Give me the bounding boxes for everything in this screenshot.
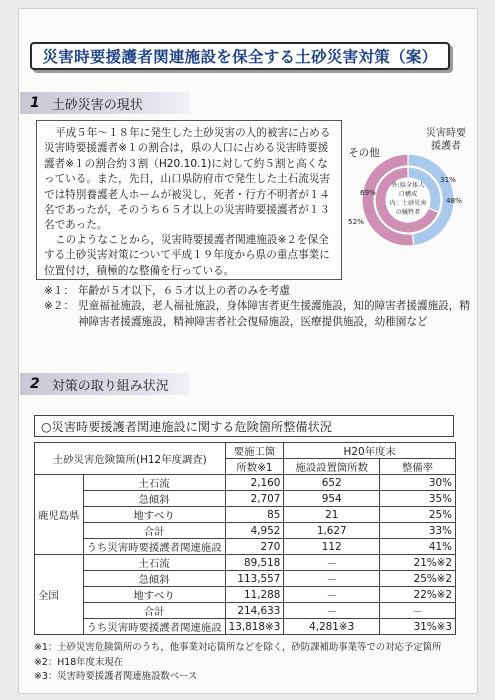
paragraph-1: 平成５年～１８年に発生した土砂災害の人的被害に占める災害時要援護者※１の割合は，県の人口に占める災害時要援護者※１の割合約３割（H20.10.1)に対して約５割と高くなっている。また，先日，山口県防府市で発生した土石流災害では特別養護老人ホームが被災し，死者・行方不明者が１４名であったが，そのうち６５才以上の災害時要援護者が１３名であった。 bbox=[44, 127, 331, 232]
row-installed: － bbox=[284, 571, 380, 587]
legend-label-elderly-2: 援護者 bbox=[431, 141, 461, 152]
row-installed: 4,281※3 bbox=[284, 619, 380, 635]
table-row bbox=[35, 603, 456, 619]
row-type: 急傾斜 bbox=[83, 491, 225, 507]
row-rate: 22%※2 bbox=[380, 587, 456, 603]
donut-chart bbox=[348, 126, 482, 246]
section-number: 2 bbox=[30, 376, 40, 392]
row-installed: － bbox=[284, 603, 380, 619]
row-installed: 1,627 bbox=[284, 523, 380, 539]
row-count: 2,707 bbox=[225, 491, 284, 507]
page-title: 災害時要援護者関連施設を保全する土砂災害対策（案） bbox=[30, 42, 450, 70]
header-rate: 整備率 bbox=[380, 459, 456, 475]
paragraph-2: このようなことから，災害時要援護者関連施設※２を保全する土砂災害対策について平成１９年度から県の重点事業に位置付け，積極的な整備を行っている。 bbox=[44, 234, 330, 277]
row-count: 270 bbox=[225, 539, 284, 555]
row-rate: 33% bbox=[380, 523, 456, 539]
status-table bbox=[34, 442, 456, 635]
table-row bbox=[35, 491, 456, 507]
row-rate: 31%※3 bbox=[380, 619, 456, 635]
legend-label-other: その他 bbox=[348, 147, 380, 159]
note-mark: ※２： bbox=[44, 300, 75, 313]
footnote-3: ※3：災害時要援護者関連施設数ベース bbox=[34, 671, 198, 682]
row-rate: 35% bbox=[380, 491, 456, 507]
legend-label-elderly: 災害時要 bbox=[426, 128, 466, 139]
row-type: 地すべり bbox=[83, 587, 225, 603]
row-count: 13,818※3 bbox=[225, 619, 284, 635]
row-count: 214,633 bbox=[225, 603, 284, 619]
row-rate: 41% bbox=[380, 539, 456, 555]
header-count-1: 要施工箇 bbox=[225, 443, 284, 459]
row-rate: 25%※2 bbox=[380, 571, 456, 587]
section-label: 対策の取り組み状況 bbox=[51, 378, 169, 394]
table-row bbox=[35, 507, 456, 523]
row-installed: － bbox=[284, 587, 380, 603]
row-installed: 112 bbox=[284, 539, 380, 555]
section-label: 土砂災害の現状 bbox=[51, 97, 143, 113]
row-count: 89,518 bbox=[225, 555, 284, 571]
table-row bbox=[35, 587, 456, 603]
value-label-inner-left: 69% bbox=[360, 188, 376, 197]
row-type: うち災害時要援護者関連施設 bbox=[83, 539, 225, 555]
row-count: 85 bbox=[225, 507, 284, 523]
row-count: 113,557 bbox=[225, 571, 284, 587]
center-text: 口構成 bbox=[398, 191, 418, 198]
table-row bbox=[35, 619, 456, 635]
section-header-2 bbox=[20, 373, 190, 395]
center-text: 内：土砂災害 bbox=[389, 200, 427, 207]
note-2 bbox=[44, 299, 474, 330]
header-count-2: 所数※1 bbox=[225, 459, 284, 475]
table-row bbox=[35, 571, 456, 587]
row-installed: 954 bbox=[284, 491, 380, 507]
group-name: 全国 bbox=[35, 555, 84, 635]
header-h20: H20年度末 bbox=[284, 443, 456, 459]
row-type: うち災害時要援護者関連施設 bbox=[83, 619, 225, 635]
header-area: 土砂災害危険箇所(H12年度調査) bbox=[35, 443, 226, 475]
table-row bbox=[35, 475, 456, 491]
table-title: ○災害時要援護者関連施設に関する危険箇所整備状況 bbox=[34, 415, 454, 437]
row-type: 急傾斜 bbox=[83, 571, 225, 587]
row-rate: 30% bbox=[380, 475, 456, 491]
value-label-outer-right: 48% bbox=[446, 196, 462, 205]
table-row bbox=[35, 523, 456, 539]
table-row bbox=[35, 555, 456, 571]
row-type: 土石流 bbox=[83, 475, 225, 491]
row-installed: － bbox=[284, 555, 380, 571]
row-count: 11,288 bbox=[225, 587, 284, 603]
note-mark: ※１： bbox=[44, 285, 75, 297]
table-row bbox=[35, 539, 456, 555]
note-text: 児童福祉施設，老人福祉施設，身体障害者更生援護施設，知的障害者援護施設，精神障害者援護施設，精神障害者社会復帰施設，医療提供施設，幼稚園など bbox=[78, 300, 470, 328]
row-type: 地すべり bbox=[83, 507, 225, 523]
section-header-1 bbox=[20, 92, 190, 114]
center-text: 外:県全体人 bbox=[391, 182, 425, 189]
row-count: 4,952 bbox=[225, 523, 284, 539]
group-name: 鹿児島県 bbox=[35, 475, 84, 555]
row-rate: － bbox=[380, 603, 456, 619]
footnote-1: ※1：土砂災害危険箇所のうち，他事業対応箇所などを除く，砂防課補助事業等での対応予定箇所 bbox=[34, 642, 442, 653]
value-label-outer-left: 52% bbox=[348, 217, 364, 226]
row-rate: 21%※2 bbox=[380, 555, 456, 571]
row-installed: 21 bbox=[284, 507, 380, 523]
center-text: の犠牲者 bbox=[395, 209, 421, 216]
footnote-2: ※2：H18年度末現在 bbox=[34, 657, 124, 668]
header-installed: 施設設置箇所数 bbox=[284, 459, 380, 475]
value-label-inner-right: 31% bbox=[440, 175, 456, 184]
row-type: 土石流 bbox=[83, 555, 225, 571]
table-header-row bbox=[35, 443, 456, 459]
row-count: 2,160 bbox=[225, 475, 284, 491]
section-number: 1 bbox=[30, 95, 40, 111]
notes bbox=[44, 284, 474, 330]
note-text: 年齢が５才以下，６５才以上の者のみを考慮 bbox=[78, 285, 290, 297]
row-rate: 25% bbox=[380, 507, 456, 523]
row-type: 合計 bbox=[83, 523, 225, 539]
row-type: 合計 bbox=[83, 603, 225, 619]
row-installed: 652 bbox=[284, 475, 380, 491]
note-1 bbox=[44, 284, 474, 299]
